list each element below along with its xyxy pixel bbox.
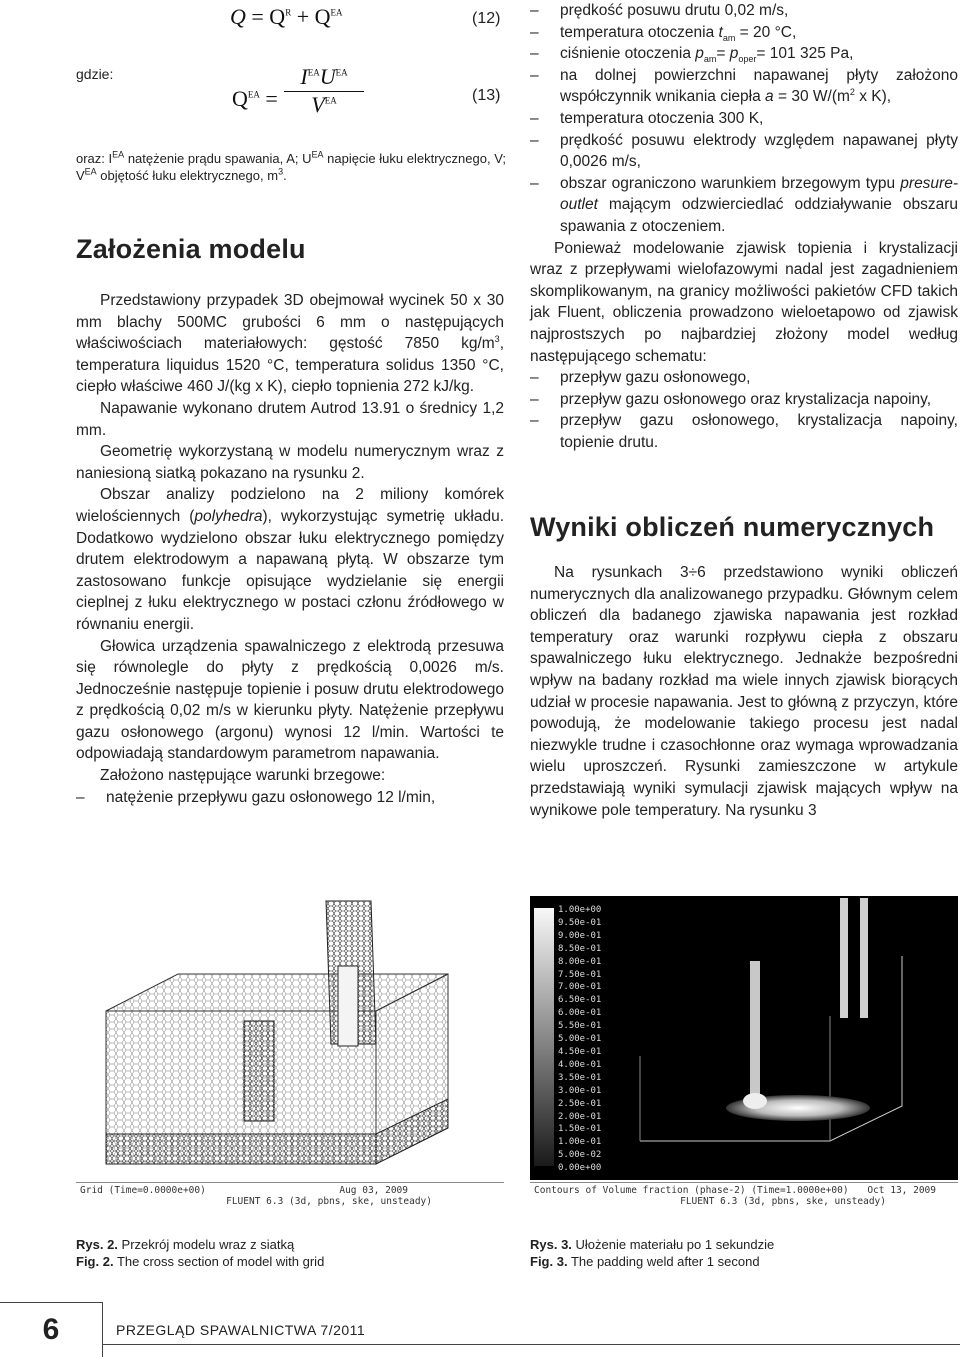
right-column-text (530, 0, 958, 453)
list-item: – temperatura otoczenia 300 K, (530, 108, 958, 130)
legend-value: 9.00e-01 (558, 930, 602, 941)
legend-value: 1.00e+00 (558, 905, 602, 915)
gdzie-label: gdzie: (76, 66, 114, 82)
list-item: – ciśnienie otoczenia $p_{am}= p_{oper}= 101$ 325 Pa, (530, 43, 958, 65)
list-item: – przepływ gazu osłonowego, krystalizacja napoiny, topienie drutu. (530, 410, 958, 453)
legend-value: 4.50e-01 (558, 1046, 602, 1057)
list-item: – obszar ograniczono warunkiem brzegowym typu presure-outlet mającym odzwierciedlać oddziaływanie obszaru spawania z otoczeniem. (530, 173, 958, 238)
list-item: – na dolnej powierzchni napawanej płyty założono współczynnik wnikania ciepła a = 30 $W/(m^2$ x K), (530, 65, 958, 108)
legend-value: 0.00e+00 (558, 1163, 602, 1174)
legend-value: 8.50e-01 (558, 943, 602, 954)
paragraph: Geometrię wykorzystaną w modelu numerycznym wraz z naniesioną siatką pokazano na rysunku 2. (76, 443, 504, 482)
list-item: – temperatura otoczenia $t_{am} = 20$ °C, (530, 22, 958, 44)
legend-value: 6.50e-01 (558, 995, 602, 1006)
figure-2-grid-image (76, 896, 504, 1208)
legend-value: 3.50e-01 (558, 1072, 602, 1083)
fluent-status-bar: Contours of Volume fraction (phase-2) (Time=1.0000e+00) Oct 13, 2009 FLUENT 6.3 (3d, pbns, ske, unsteady) (530, 1182, 958, 1209)
list-item: – prędkość posuwu drutu 0,02 m/s, (530, 0, 958, 22)
figure-3-caption: Rys. 3. Ułożenie materiału po 1 sekundzie Fig. 3. The padding weld after 1 second (530, 1237, 775, 1269)
page-number-box (0, 1302, 103, 1357)
journal-name: PRZEGLĄD SPAWALNICTWA 7/2011 (116, 1322, 366, 1338)
list-item: – przepływ gazu osłonowego, (530, 367, 958, 389)
equation-12-number: (12) (472, 10, 501, 27)
legend-labels (558, 904, 601, 1175)
mesh-illustration (76, 896, 504, 1180)
list-item: – prędkość posuwu elektrody względem napawanej płyty 0,0026 m/s, (530, 130, 958, 173)
legend-value: 2.00e-01 (558, 1111, 602, 1122)
legend-value: 4.00e-01 (558, 1059, 602, 1070)
paragraph: Ponieważ modelowanie zjawisk topienia i krystalizacji wraz z przepływami wielofazowymi nadal jest zagadnieniem skomplikowanym, na granicy możliwości pakietów CFD takich jak Fluent, obliczenia prowadzono wieloetapowo od zjawisk najprostszych po najbardziej złożony model według następującego schematu: (530, 239, 958, 365)
legend-value: 5.00e-01 (558, 1034, 602, 1045)
figure-2-caption: Rys. 2. Przekrój modelu wraz z siatką Fig. 2. The cross section of model with grid (76, 1237, 325, 1269)
paragraph: Głowica urządzenia spawalniczego z elektrodą przesuwa się równolegle do płyty z prędkością 0,0026 m/s. Jednocześnie następuje topienie i posuw drutu elektrodowego z prędkością 0,02 m/s w kierunku płyty. Natężenie przepływu gazu osłonowego (argonu) wynosi 12 l/min. Wartości te odpowiadają standardowym parametrom napawania. (76, 637, 504, 763)
results-text (530, 562, 958, 821)
page-number: 6 (42, 1313, 60, 1346)
legend-value: 7.50e-01 (558, 969, 602, 980)
paragraph: Napawanie wykonano drutem Autrod 13.91 o średnicy 1,2 mm. (76, 399, 504, 439)
legend-value: 2.50e-01 (558, 1098, 602, 1109)
legend-value: 1.00e-01 (558, 1137, 602, 1148)
legend-value: 5.00e-02 (558, 1150, 602, 1161)
footer-rule (102, 1344, 960, 1345)
paragraph: Obszar analizy podzielono na 2 miliony komórek wielościennych (polyhedra), wykorzystując symetrię układu. Dodatkowo wydzielono obszar łuku elektrycznego pomiędzy drutem elektrodowym a napawaną płytą. W obszarze tym zastosowano funkcje opisujące wydzielanie się energii cieplnej z łuku elektrycznego w postaci członu źródłowego w równaniu energii. (76, 486, 504, 633)
legend-value: 9.50e-01 (558, 917, 602, 928)
section-heading-model: Założenia modelu (76, 234, 306, 264)
figure-3-volume-fraction (530, 896, 958, 1208)
legend-value: 1.50e-01 (558, 1124, 602, 1135)
fluent-status-bar: Grid (Time=0.0000e+00) Aug 03, 2009 FLUENT 6.3 (3d, pbns, ske, unsteady) (76, 1182, 504, 1209)
list-item: – natężenie przepływu gazu osłonowego 12 l/min, (76, 787, 504, 809)
contour-plot (530, 896, 958, 1180)
list-item: – przepływ gazu osłonowego oraz krystalizacja napoiny, (530, 389, 958, 411)
legend-value: 7.00e-01 (558, 982, 602, 993)
paragraph: Na rysunkach 3÷6 przedstawiono wyniki obliczeń numerycznych dla analizowanego przypadku. Głównym celem obliczeń dla badanego zjawiska napawania jest rozkład temperatury oraz warunki rozpływu ciepła z obszaru spawalniczego łuku elektrycznego. Jednakże bezpośredni wpływ na badany rozkład ma wiele innych zjawisk biorących udział w procesie napawania. Jest to główną z przyczyn, które powodują, że modelowanie takiego procesu jest nadal niezwykle trudne i czasochłonne oraz wymaga wprowadzania wielu uproszczeń. Rysunki zamieszczone w artykule przedstawiają wyniki symulacji zjawisk mających wpływ na wynikowe pole temperatury. Na rysunku 3 (530, 564, 958, 819)
equation-12: $Q = Q^R + Q^{EA}$ (230, 4, 343, 29)
legend-value: 3.00e-01 (558, 1085, 602, 1096)
paragraph: Założono następujące warunki brzegowe: (100, 767, 386, 785)
left-column-text (76, 290, 504, 808)
paragraph: Przedstawiony przypadek 3D obejmował wycinek 50 x 30 mm blachy 500MC grubości 6 mm o następujących właściwościach materiałowych: gęstość 7850 $kg/m^3$, temperatura liquidus 1520 °C, temperatura solidus 1350 °C, ciepło właściwe 460 J/(kg x K), ciepło topnienia 272 kJ/kg. (76, 292, 504, 396)
legend-value: 8.00e-01 (558, 956, 602, 967)
section-heading-results: Wyniki obliczeń numerycznych (530, 512, 935, 542)
legend-value: 6.00e-01 (558, 1008, 602, 1019)
equation-13-number: (13) (472, 87, 501, 104)
legend-value: 5.50e-01 (558, 1021, 602, 1032)
symbol-definitions: oraz: $I^{EA}$ natężenie prądu spawania, A; $U^{EA}$ napięcie łuku elektrycznego, V; $V^{EA}$ objętość łuku elektrycznego, $m^3$. (76, 149, 506, 183)
